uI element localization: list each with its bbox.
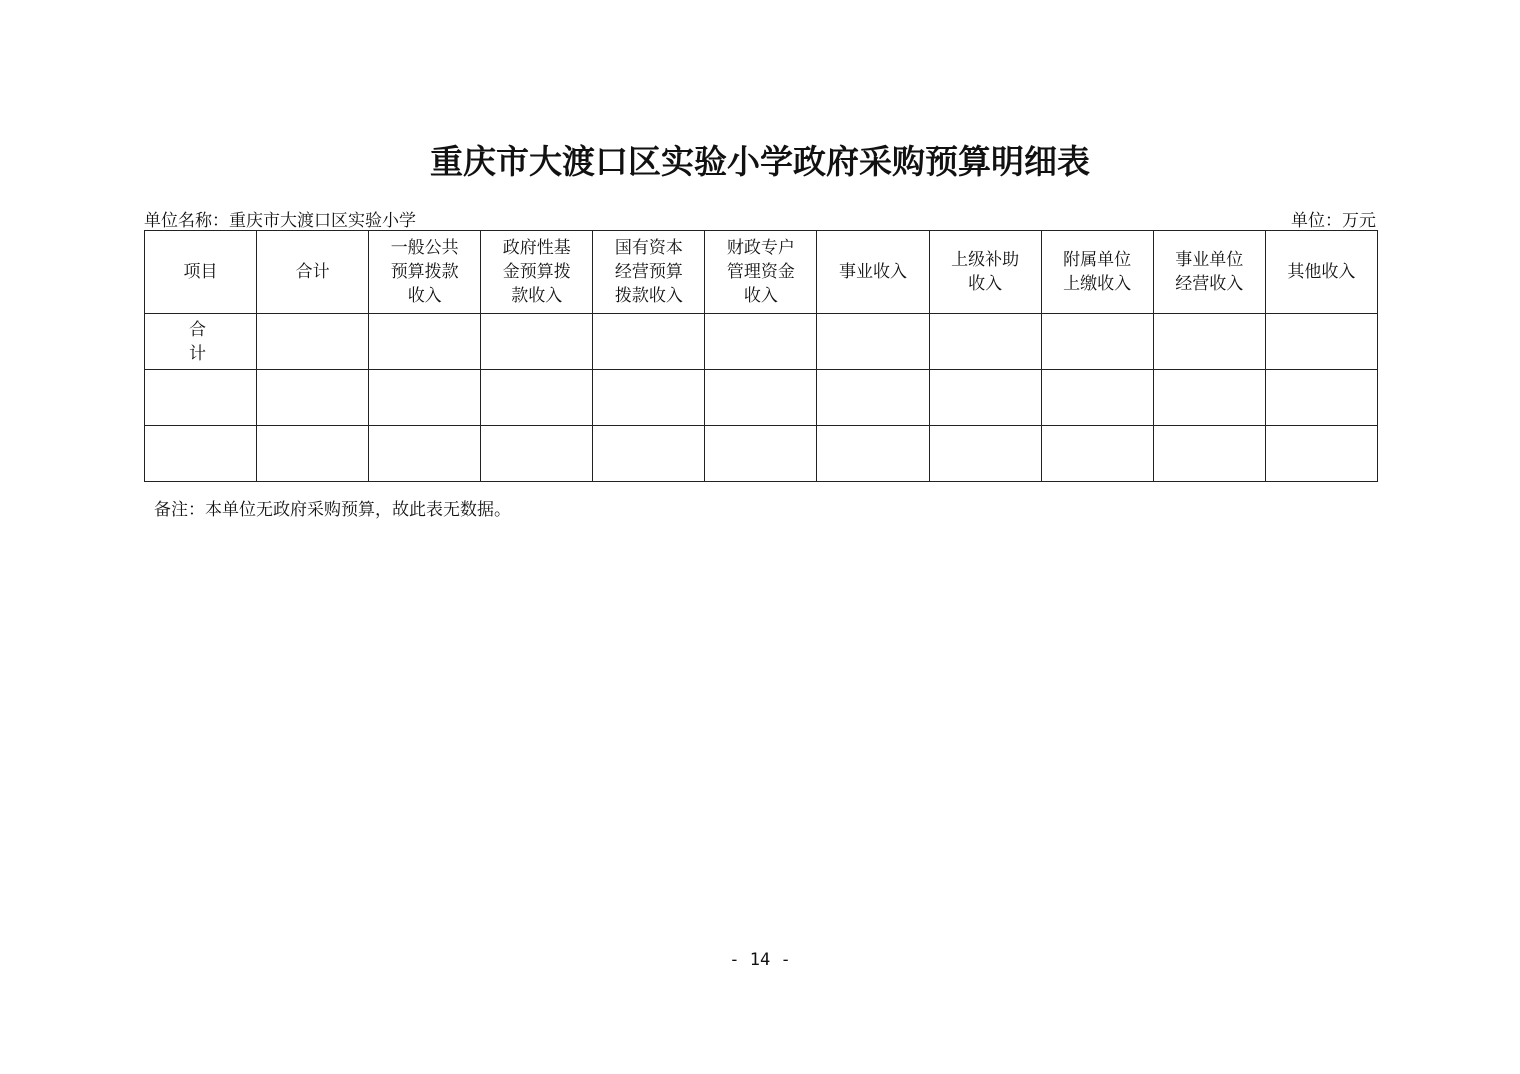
column-header-line: 其他收入 <box>1287 262 1356 282</box>
table-cell <box>145 426 257 482</box>
table-cell <box>593 426 705 482</box>
column-header <box>257 231 369 314</box>
column-header-line: 政府性基 <box>502 238 571 258</box>
column-header-line: 收入 <box>407 286 442 306</box>
column-header <box>1041 231 1153 314</box>
column-header-line: 国有资本 <box>614 238 683 258</box>
table-cell <box>481 370 593 426</box>
column-header-line: 项目 <box>183 262 218 282</box>
table-cell <box>257 426 369 482</box>
table-cell <box>817 370 929 426</box>
table-note: 备注：本单位无政府采购预算，故此表无数据。 <box>154 500 511 520</box>
table-cell <box>705 426 817 482</box>
column-header-line: 上缴收入 <box>1063 274 1132 294</box>
table-cell <box>369 426 481 482</box>
column-header-line: 经营收入 <box>1175 274 1244 294</box>
table-row <box>145 426 1378 482</box>
currency-unit-label: 单位：万元 <box>1291 211 1376 231</box>
table-cell <box>1153 426 1265 482</box>
column-header <box>369 231 481 314</box>
table-cell <box>1265 314 1377 370</box>
table-cell <box>929 426 1041 482</box>
column-header-line: 经营预算 <box>614 262 683 282</box>
column-header-line: 一般公共 <box>390 238 459 258</box>
column-header <box>1265 231 1377 314</box>
column-header-line: 预算拨款 <box>390 262 459 282</box>
column-header-line: 金预算拨 <box>502 262 571 282</box>
table-cell <box>369 314 481 370</box>
table-cell <box>481 314 593 370</box>
table-cell <box>705 370 817 426</box>
column-header-line: 管理资金 <box>726 262 795 282</box>
table-cell <box>1153 370 1265 426</box>
table-cell <box>1153 314 1265 370</box>
column-header-line: 附属单位 <box>1063 250 1132 270</box>
column-header <box>817 231 929 314</box>
total-label-cell: 合计 <box>145 314 257 370</box>
column-header-line: 事业单位 <box>1175 250 1244 270</box>
table-cell <box>145 370 257 426</box>
column-header-line: 收入 <box>743 286 778 306</box>
column-header <box>705 231 817 314</box>
column-header-line: 上级补助 <box>951 250 1020 270</box>
procurement-budget-table <box>144 230 1378 482</box>
table-cell <box>817 314 929 370</box>
table-cell <box>369 370 481 426</box>
column-header <box>929 231 1041 314</box>
column-header-line: 合计 <box>295 262 330 282</box>
column-header <box>1153 231 1265 314</box>
table-cell <box>1041 314 1153 370</box>
table-cell <box>1265 426 1377 482</box>
meta-row <box>144 206 1378 230</box>
table-cell <box>929 314 1041 370</box>
table-row <box>145 370 1378 426</box>
table-cell <box>257 314 369 370</box>
column-header-line: 收入 <box>968 274 1003 294</box>
column-header-line: 财政专户 <box>726 238 795 258</box>
table-body <box>145 314 1378 482</box>
table-cell <box>929 370 1041 426</box>
table-cell <box>1265 370 1377 426</box>
column-header-line: 拨款收入 <box>614 286 683 306</box>
table-cell <box>593 314 705 370</box>
column-header-line: 事业收入 <box>839 262 907 282</box>
page-number: - 14 - <box>729 950 791 970</box>
table-cell <box>1041 426 1153 482</box>
column-header <box>145 231 257 314</box>
column-header-line: 款收入 <box>511 286 563 306</box>
unit-name-label: 单位名称：重庆市大渡口区实验小学 <box>144 211 416 231</box>
table-header-row <box>145 231 1378 314</box>
page-title: 重庆市大渡口区实验小学政府采购预算明细表 <box>430 142 1090 181</box>
table-cell <box>593 370 705 426</box>
table-cell <box>817 426 929 482</box>
column-header <box>481 231 593 314</box>
table-cell <box>481 426 593 482</box>
table-cell <box>705 314 817 370</box>
table-cell <box>257 370 369 426</box>
total-row <box>145 314 1378 370</box>
table-cell <box>1041 370 1153 426</box>
column-header <box>593 231 705 314</box>
